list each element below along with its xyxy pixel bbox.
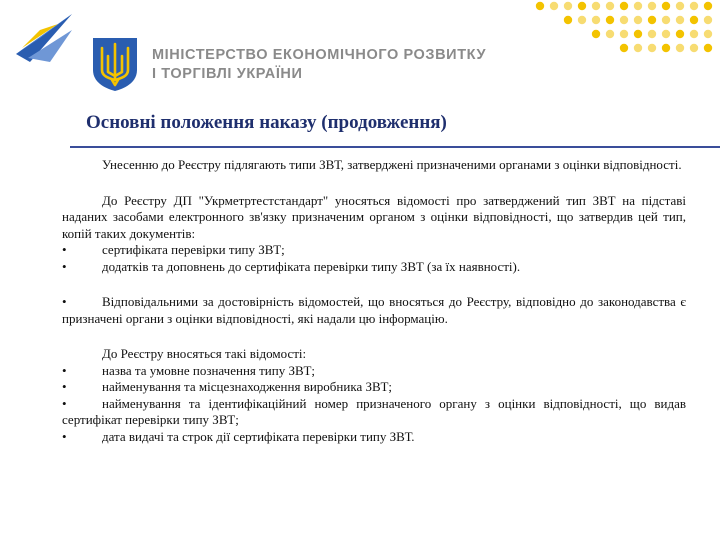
bullet: •	[62, 379, 67, 394]
decorative-dot	[662, 30, 670, 38]
list-item-text: назва та умовне позначення типу ЗВТ;	[102, 362, 316, 378]
corner-logo-icon	[10, 8, 74, 66]
decorative-dot	[704, 30, 712, 38]
decorative-dot	[662, 44, 670, 52]
bullet: •	[62, 258, 67, 274]
decorative-dot	[536, 2, 544, 10]
decorative-dot	[676, 44, 684, 52]
list-item-text: сертифіката перевірки типу ЗВТ;	[102, 242, 285, 257]
decorative-dot	[620, 16, 628, 24]
decorative-dot	[704, 2, 712, 10]
bullet: •	[62, 294, 67, 309]
decorative-dot	[648, 44, 656, 52]
decorative-dot	[592, 2, 600, 10]
decorative-dot	[564, 16, 572, 24]
decorative-dot	[578, 16, 586, 24]
decorative-dot	[704, 16, 712, 24]
decorative-dot	[606, 16, 614, 24]
bullet: •	[62, 395, 67, 411]
list-item	[62, 429, 686, 446]
decorative-dot	[690, 2, 698, 10]
paragraph-register-contents: До Реєстру вносяться такі відомості:	[102, 346, 307, 361]
slide-content	[62, 157, 686, 445]
decorative-dot	[662, 2, 670, 10]
decorative-dot	[634, 30, 642, 38]
decorative-dot	[620, 30, 628, 38]
list-item	[62, 259, 686, 276]
list-item-text: дата видачі та строк дії сертифіката перевірки типу ЗВТ.	[102, 428, 415, 444]
title-divider	[70, 146, 720, 148]
bullet: •	[62, 428, 67, 444]
paragraph-register-types: Унесенню до Реєстру підлягають типи ЗВТ, затверджені призначеними органами з оцінки відповідності.	[102, 157, 682, 172]
decorative-dot	[606, 2, 614, 10]
decorative-dot	[690, 30, 698, 38]
list-item	[62, 242, 686, 259]
decorative-dot	[676, 16, 684, 24]
decorative-dot	[690, 44, 698, 52]
decorative-dot	[606, 30, 614, 38]
ministry-name-line-2: І ТОРГІВЛІ УКРАЇНИ	[152, 66, 303, 82]
list-item-text: додатків та доповнень до сертифіката перевірки типу ЗВТ (за їх наявності).	[102, 258, 521, 274]
list-item	[62, 363, 686, 380]
decorative-dot	[690, 16, 698, 24]
list-item-text: найменування та місцезнаходження виробника ЗВТ;	[102, 379, 393, 394]
ministry-name-line-1: МІНІСТЕРСТВО ЕКОНОМІЧНОГО РОЗВИТКУ	[152, 47, 487, 63]
paragraph-responsibility-text: Відповідальними за достовірність відомостей, що вносяться до Реєстру, відповідно до законодавства є призначені органи з оцінки відповідності, які надали цю інформацію.	[62, 294, 686, 326]
decorative-dot	[704, 44, 712, 52]
decorative-dot	[634, 44, 642, 52]
paragraph-responsibility	[62, 294, 686, 327]
slide-title: Основні положення наказу (продовження)	[86, 112, 447, 133]
decorative-dot	[620, 2, 628, 10]
list-item	[62, 379, 686, 396]
decorative-dot	[648, 30, 656, 38]
decorative-dot	[550, 2, 558, 10]
decorative-dot	[620, 44, 628, 52]
decorative-dot	[648, 16, 656, 24]
decorative-dot	[592, 16, 600, 24]
bullet: •	[62, 242, 67, 257]
decorative-dot	[662, 16, 670, 24]
decorative-dot	[676, 2, 684, 10]
coat-of-arms-trident-icon	[90, 36, 140, 92]
list-item-text: найменування та ідентифікаційний номер призначеного органу з оцінки відповідності, що видав сертифікат перевірки типу ЗВТ;	[62, 395, 686, 427]
decorative-dot	[676, 30, 684, 38]
decorative-dot	[634, 2, 642, 10]
decorative-dot	[578, 2, 586, 10]
decorative-dot	[648, 2, 656, 10]
decorative-dot	[592, 30, 600, 38]
list-item	[62, 396, 686, 429]
decorative-dot	[634, 16, 642, 24]
decorative-dots-icon	[500, 0, 720, 72]
bullet: •	[62, 362, 67, 378]
paragraph-register-submission: До Реєстру ДП "Укрметртестстандарт" уносяться відомості про затверджений тип ЗВТ на підставі наданих засобами електронного зв'язку призначеним органом з оцінки відповідності, що затвердив цей тип, копій таких документів:	[62, 192, 686, 241]
ministry-name	[152, 46, 486, 84]
decorative-dot	[564, 2, 572, 10]
